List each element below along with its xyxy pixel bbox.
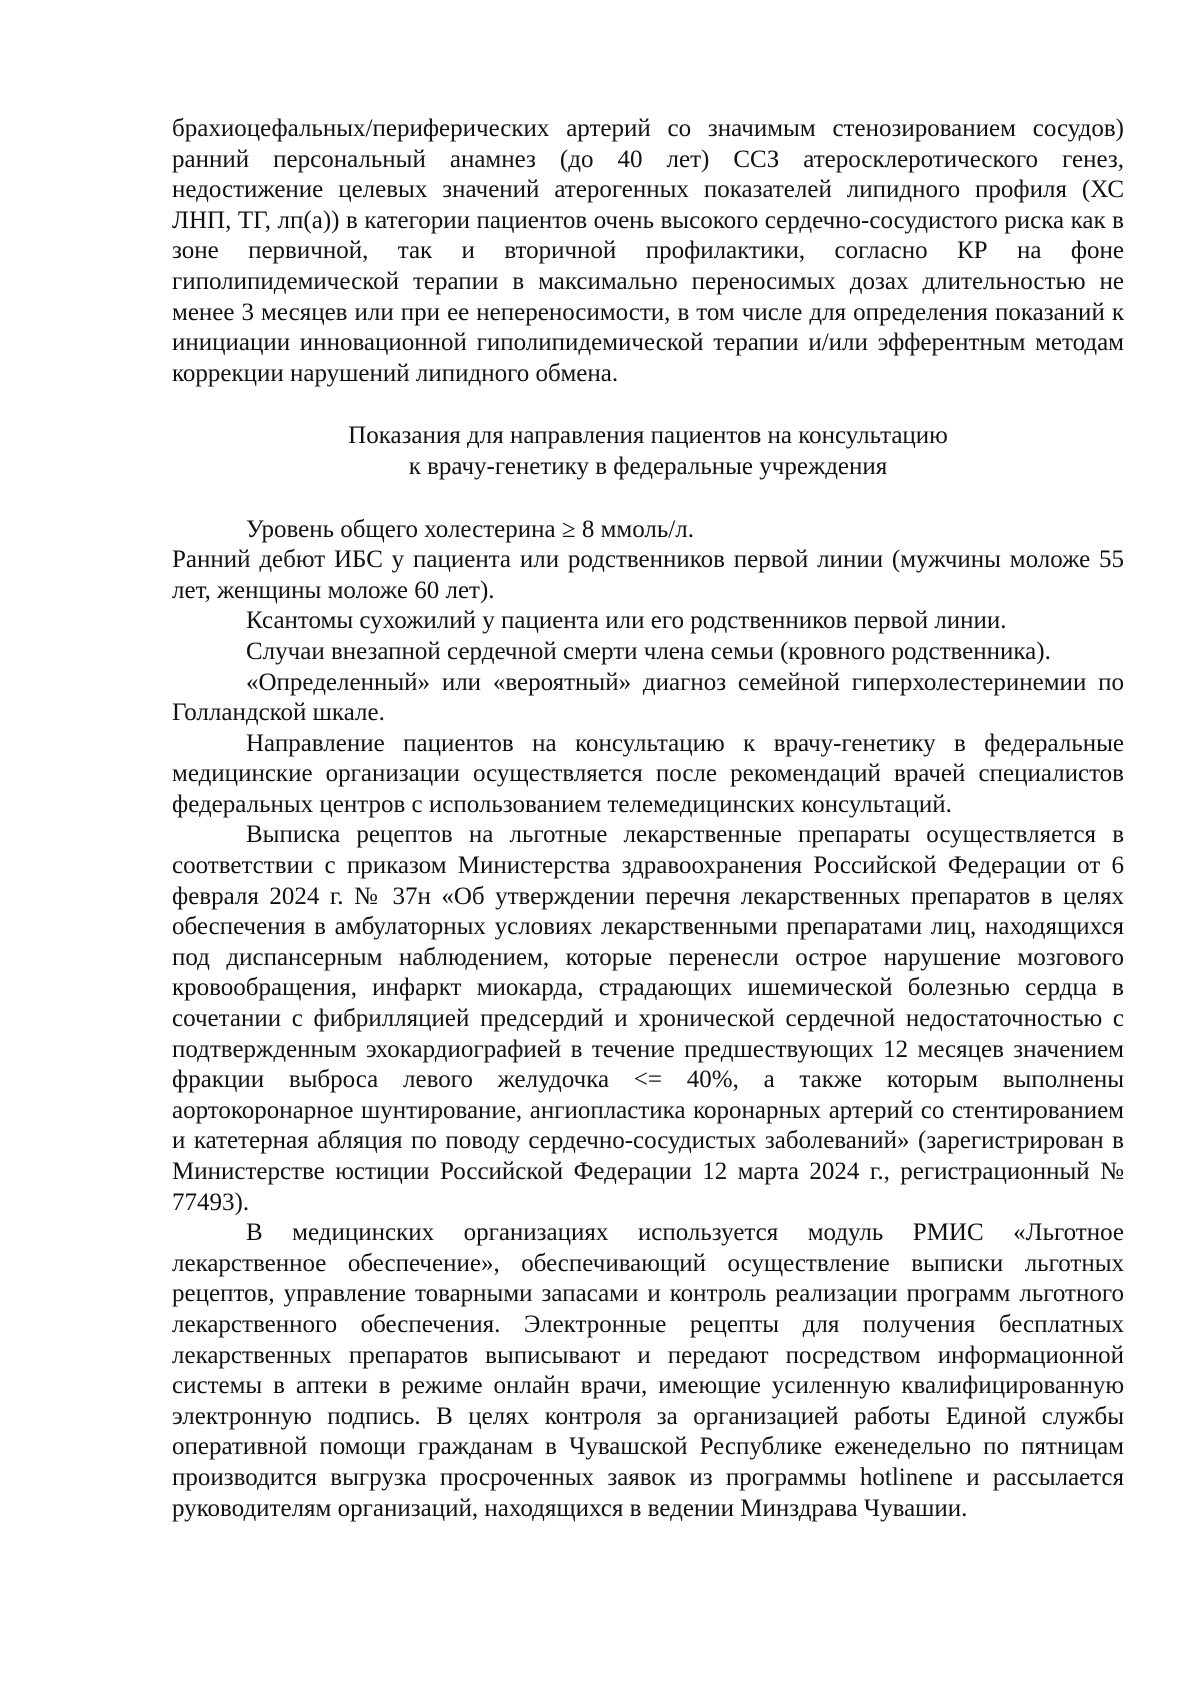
indication-diagnosis: «Определенный» или «вероятный» диагноз семейной гиперхолестеринемии по Голландской шкале. [172,668,1124,727]
document-body [172,114,1124,1524]
indication-sudden-death: Случаи внезапной сердечной смерти члена семьи (кровного родственника). [246,637,1051,665]
prescription-paragraph: Выписка рецептов на льготные лекарственные препараты осуществляется в соответствии с приказом Министерства здравоохранения Российской Федерации от 6 февраля 2024 г. № 37н «Об утверждении перечня лекарственных препаратов в целях обеспечения в амбулаторных условиях лекарственными препаратами лиц, находящихся под диспансерным наблюдением, которые перенесли острое нарушение мозгового кровообращения, инфаркт миокарда, страдающих ишемической болезнью сердца в сочетании с фибрилляцией предсердий и хронической сердечной недостаточностью с подтвержденным эхокардиографией в течение предшествующих 12 месяцев значением фракции выброса левого желудочка <= 40%, а также которым выполнены аортокоронарное шунтирование, ангиопластика коронарных артерий со стентированием и катетерная абляция по поводу сердечно-сосудистых заболеваний» (зарегистрирован в Министерстве юстиции Российской Федерации 12 марта 2024 г., регистрационный № 77493). [172,821,1124,1216]
indication-xanthomas: Ксантомы сухожилий у пациента или его родственников первой линии. [246,607,1007,635]
intro-paragraph: брахиоцефальных/периферических артерий со значимым стенозированием сосудов) ранний персональный анамнез (до 40 лет) ССЗ атеросклеротического генез, недостижение целевых значений атерогенных показателей липидного профиля (ХС ЛНП, ТГ, лп(а)) в категории пациентов очень высокого сердечно-сосудистого риска как в зоне первичной, так и вторичной профилактики, согласно КР на фоне гиполипидемической терапии в максимально переносимых дозах длительностью не менее 3 месяцев или при ее непереносимости, в том числе для определения показаний к инициации инновационной гиполипидемической терапии и/или эфферентным методам коррекции нарушений липидного обмена. [172,115,1124,387]
section-heading-line-2: к врачу-генетику в федеральные учреждения [408,452,888,480]
rmis-paragraph: В медицинских организациях используется модуль РМИС «Льготное лекарственное обеспечение», обеспечивающий осуществление выписки льготных рецептов, управление товарными запасами и контроль реализации программ льготного лекарственного обеспечения. Электронные рецепты для получения бесплатных лекарственных препаратов выписывают и передают посредством информационной системы в аптеки в режиме онлайн врачи, имеющие усиленную квалифицированную электронную подпись. В целях контроля за организацией работы Единой службы оперативной помощи гражданам в Чувашской Республике еженедельно по пятницам производится выгрузка просроченных заявок из программы hotlinene и рассылается руководителям организаций, находящихся в ведении Минздрава Чувашии. [172,1219,1124,1522]
section-heading-line-1: Показания для направления пациентов на консультацию [348,422,948,450]
section-heading [172,421,1124,482]
indication-early-ihd: Ранний дебют ИБС у пациента или родственников первой линии (мужчины моложе 55 лет, женщины моложе 60 лет). [172,546,1124,604]
referral-paragraph: Направление пациентов на консультацию к врачу-генетику в федеральные медицинские организации осуществляется после рекомендаций врачей специалистов федеральных центров с использованием телемедицинских консультаций. [172,729,1124,818]
indication-cholesterol: Уровень общего холестерина ≥ 8 ммоль/л. [246,515,694,543]
